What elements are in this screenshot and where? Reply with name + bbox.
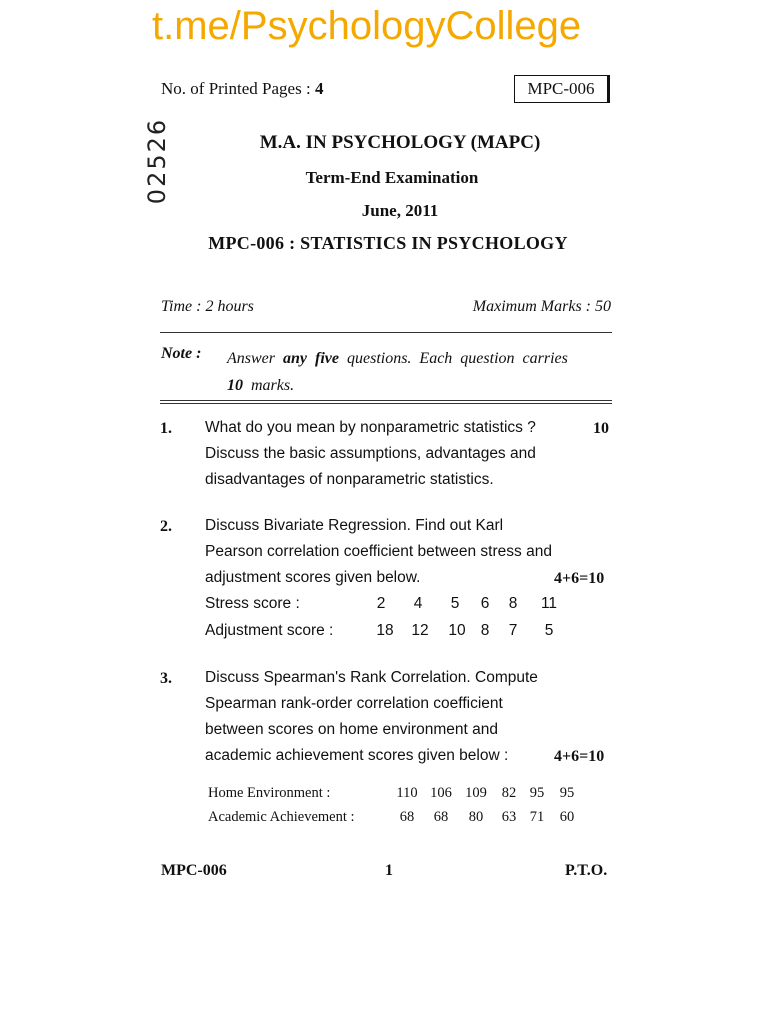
data-cell: 60	[559, 809, 575, 825]
question-marks: 4+6=10	[554, 748, 605, 765]
data-cell: 8	[508, 595, 518, 612]
question-line: Pearson correlation coefficient between stress and	[205, 543, 552, 560]
note-text-bold: any five	[283, 350, 339, 367]
course-code-box: MPC-006	[514, 75, 610, 103]
data-cell: 68	[433, 809, 449, 825]
row-label: Academic Achievement :	[208, 809, 355, 825]
printed-pages	[161, 79, 323, 99]
data-row-home-environment	[208, 785, 598, 805]
exam-date: June, 2011	[361, 201, 439, 220]
question-line: adjustment scores given below.	[205, 569, 421, 586]
question-line: What do you mean by nonparametric statistics ?	[205, 419, 536, 436]
note-text-part: marks.	[243, 377, 295, 394]
data-cell: 2	[376, 595, 386, 612]
note-text-part: questions. Each question carries	[338, 350, 568, 367]
divider-line	[160, 400, 612, 401]
divider-line	[160, 403, 612, 404]
data-row-stress	[205, 595, 585, 617]
question-number: 1.	[160, 420, 172, 437]
note-text-part: Answer	[227, 350, 283, 367]
data-cell: 109	[465, 785, 487, 801]
printed-pages-label: No. of Printed Pages :	[161, 79, 315, 98]
data-cell: 5	[544, 622, 554, 639]
exam-title: Term-End Examination	[305, 168, 479, 187]
data-cell: 7	[508, 622, 518, 639]
question-text	[205, 415, 575, 493]
footer-pto: P.T.O.	[565, 862, 608, 879]
question-marks: 4+6=10	[554, 570, 605, 587]
question-line: Spearman rank-order correlation coefficient	[205, 695, 503, 712]
data-cell: 106	[430, 785, 452, 801]
printed-pages-value: 4	[314, 79, 324, 98]
note-marks-bold: 10	[227, 377, 243, 394]
row-label: Adjustment score :	[205, 622, 334, 639]
question-number: 3.	[160, 670, 172, 687]
question-line: Discuss Spearman's Rank Correlation. Compute	[205, 669, 538, 686]
row-label: Stress score :	[205, 595, 300, 612]
question-line: academic achievement scores given below :	[205, 747, 509, 764]
divider-line	[160, 332, 612, 333]
data-row-adjustment	[205, 622, 585, 644]
note-label: Note :	[161, 345, 202, 362]
row-label: Home Environment :	[208, 785, 331, 801]
question-number: 2.	[160, 518, 172, 535]
data-cell: 63	[501, 809, 517, 825]
question-line: Discuss the basic assumptions, advantages and	[205, 445, 536, 462]
data-cell: 95	[529, 785, 545, 801]
data-cell: 12	[411, 622, 429, 639]
data-cell: 68	[399, 809, 415, 825]
footer-page-number: 1	[385, 862, 393, 879]
data-cell: 6	[480, 595, 490, 612]
maximum-marks: Maximum Marks : 50	[472, 298, 611, 315]
footer-course-code: MPC-006	[161, 862, 227, 879]
watermark-link-text: t.me/PsychologyCollege	[152, 4, 582, 48]
time-allowed: Time : 2 hours	[161, 298, 254, 315]
data-cell: 10	[448, 622, 466, 639]
note-text	[227, 345, 617, 399]
data-row-academic-achievement	[208, 809, 598, 829]
data-cell: 11	[540, 595, 558, 612]
degree-title: M.A. IN PSYCHOLOGY (MAPC)	[259, 132, 541, 153]
data-cell: 18	[376, 622, 394, 639]
data-cell: 8	[480, 622, 490, 639]
data-cell: 71	[529, 809, 545, 825]
question-text	[205, 665, 585, 769]
question-line: disadvantages of nonparametric statistics.	[205, 471, 494, 488]
serial-number: 02526	[143, 117, 171, 205]
data-cell: 110	[396, 785, 418, 801]
data-cell: 80	[468, 809, 484, 825]
data-cell: 4	[413, 595, 423, 612]
data-cell: 95	[559, 785, 575, 801]
question-marks: 10	[593, 420, 609, 437]
course-title: MPC-006 : STATISTICS IN PSYCHOLOGY	[208, 233, 568, 253]
question-line: Discuss Bivariate Regression. Find out Karl	[205, 517, 504, 534]
question-line: between scores on home environment and	[205, 721, 498, 738]
data-cell: 82	[501, 785, 517, 801]
data-cell: 5	[450, 595, 460, 612]
question-text	[205, 513, 595, 591]
